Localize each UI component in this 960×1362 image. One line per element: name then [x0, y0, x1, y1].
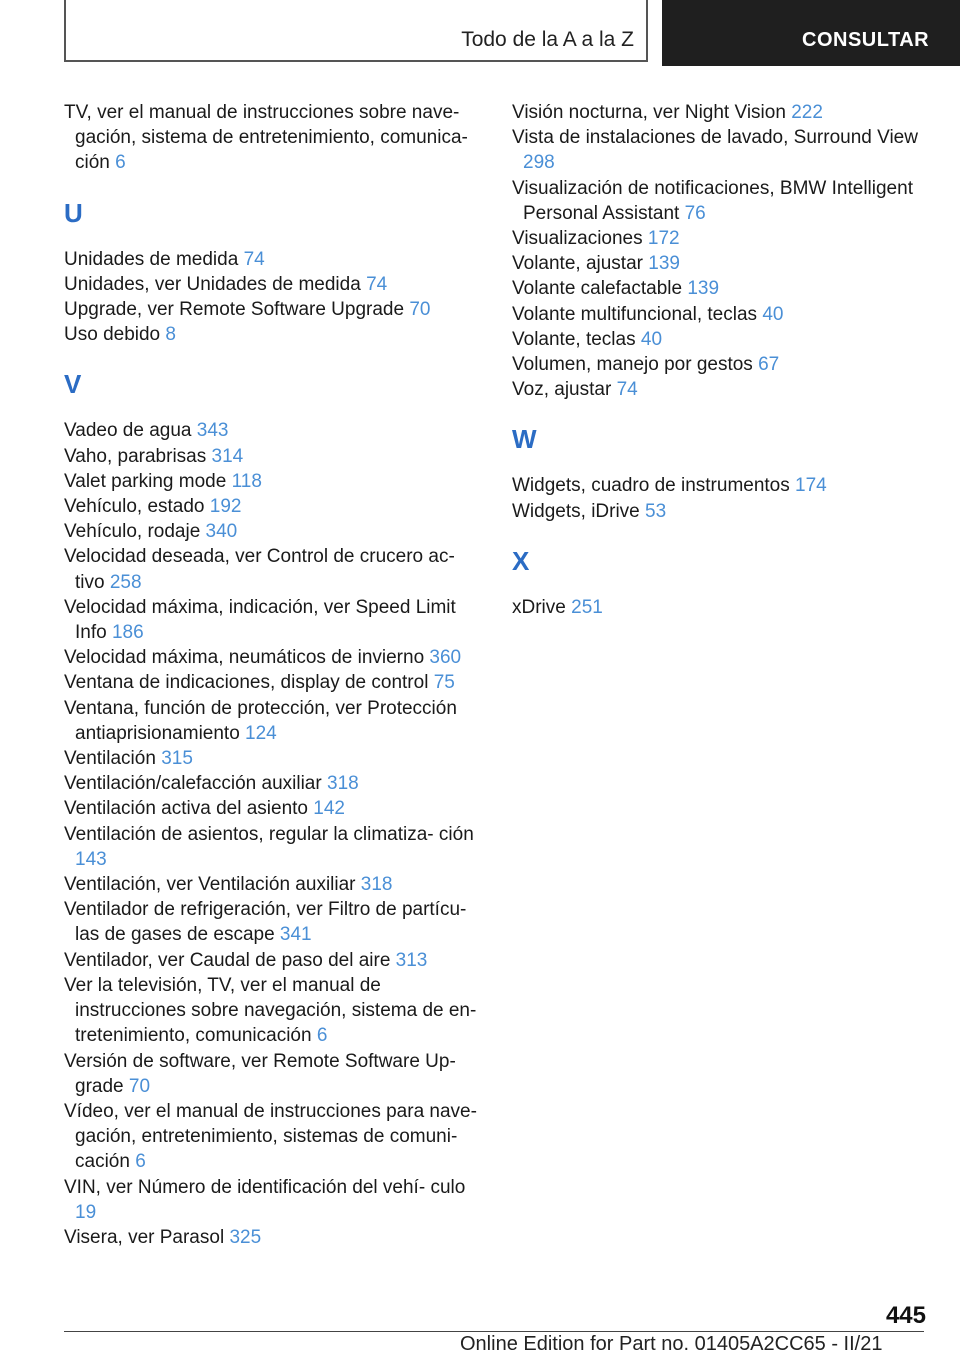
page-reference-link[interactable]: 258 [109, 571, 142, 593]
index-entry [512, 125, 932, 175]
page-reference-link[interactable]: 343 [196, 420, 229, 442]
index-entry [64, 973, 484, 1049]
index-entry [64, 897, 484, 947]
page-reference-link[interactable]: 40 [640, 328, 663, 350]
index-entry-text: Vista de instalaciones de lavado, Surround View [512, 127, 918, 149]
page-reference-link[interactable]: 19 [75, 1201, 97, 1223]
index-entry-text: Widgets, iDrive [512, 500, 640, 522]
page-reference-link[interactable]: 67 [758, 354, 780, 376]
index-entry-text: Volante multifuncional, teclas [512, 303, 758, 325]
page-reference-link[interactable]: 251 [571, 596, 603, 618]
page-reference-link[interactable]: 6 [135, 1151, 146, 1173]
chapter-tab-label: CONSULTAR [802, 29, 930, 51]
index-entry-text: Widgets, cuadro de instrumentos [512, 475, 790, 497]
index-entry-text: Velocidad máxima, indicación, ver Speed Limit Info [64, 596, 456, 644]
index-entry-text: TV, ver el manual de instrucciones sobre nave- gación, sistema de entretenimiento, comunica- ción [64, 102, 468, 174]
index-entry [512, 595, 932, 620]
index-entry-text: Volante, teclas [512, 328, 636, 350]
page-reference-link[interactable]: 341 [279, 924, 312, 946]
page-reference-link[interactable]: 139 [648, 253, 680, 275]
index-entry [64, 645, 484, 670]
index-entry [64, 444, 484, 469]
page-reference-link[interactable]: 318 [360, 874, 393, 896]
index-letter-heading: W [512, 424, 537, 455]
page-reference-link[interactable]: 6 [115, 152, 126, 174]
page-reference-link[interactable]: 74 [243, 248, 265, 270]
index-entry [64, 1225, 484, 1250]
index-entry-text: Ventilación de asientos, regular la climatiza- ción [64, 823, 474, 845]
index-letter-heading: U [64, 197, 83, 228]
page-reference-link[interactable]: 314 [211, 445, 244, 467]
page-reference-link[interactable]: 142 [313, 798, 345, 820]
index-entry [64, 696, 484, 746]
index-entry-text: Visualizaciones [512, 228, 643, 250]
index-entry-text: Valet parking mode [64, 470, 227, 492]
index-entry [64, 297, 484, 322]
index-entry [64, 948, 484, 973]
index-entry-text: Vaho, parabrisas [64, 445, 207, 467]
page-reference-link[interactable]: 8 [165, 324, 176, 346]
page-reference-link[interactable]: 118 [231, 470, 262, 492]
index-entry [64, 1099, 484, 1175]
index-entry [512, 226, 932, 251]
index-entry [64, 1049, 484, 1099]
index-entry [512, 352, 932, 377]
index-entry [64, 519, 484, 544]
page-header [64, 0, 960, 66]
index-entry-text: Vehículo, estado [64, 496, 205, 518]
index-entry-text: Visión nocturna, ver Night Vision [512, 102, 786, 123]
index-entry-text: Velocidad máxima, neumáticos de invierno [64, 647, 425, 669]
index-entry-text: Ventilación, ver Ventilación auxiliar [64, 874, 356, 896]
section-tab-label: Todo de la A a la Z [461, 28, 634, 51]
page-reference-link[interactable]: 40 [762, 303, 784, 325]
index-entry [64, 822, 484, 872]
index-entry [512, 377, 932, 402]
index-column-right [512, 100, 932, 620]
index-entry-text: Vídeo, ver el manual de instrucciones para nave- gación, entretenimiento, sistemas de comuni- cación [64, 1100, 477, 1173]
page-reference-link[interactable]: 174 [795, 475, 827, 497]
footer-divider [64, 1331, 924, 1332]
index-entry-text: Ventana de indicaciones, display de control [64, 672, 429, 694]
index-entry [64, 469, 484, 494]
index-entry-text: Voz, ajustar [512, 379, 612, 401]
index-entry [64, 771, 484, 796]
page-reference-link[interactable]: 70 [128, 1075, 151, 1097]
index-entry-text: Vadeo de agua [64, 420, 192, 442]
index-entry-text: Ventilación/calefacción auxiliar [64, 773, 322, 795]
edition-footer: Online Edition for Part no. 01405A2CC65 - II/21 [460, 1333, 883, 1355]
index-entry [512, 327, 932, 352]
page-reference-link[interactable]: 6 [316, 1025, 328, 1047]
page-reference-link[interactable]: 53 [645, 500, 667, 522]
index-entry-text: Ventilador, ver Caudal de paso del aire [64, 949, 391, 971]
index-entry-text: Volumen, manejo por gestos [512, 354, 753, 376]
index-entry [512, 176, 932, 226]
page-reference-link[interactable]: 143 [75, 848, 107, 870]
page-reference-link[interactable]: 76 [684, 202, 706, 224]
index-entry-text: Ventilación [64, 748, 156, 770]
page-reference-link[interactable]: 313 [395, 949, 428, 971]
index-entry-text: Volante, ajustar [512, 253, 643, 275]
page-reference-link[interactable]: 298 [523, 152, 555, 174]
index-entry-text: Ventilador de refrigeración, ver Filtro de partícu- las de gases de escape [64, 899, 467, 946]
index-entry-text: Upgrade, ver Remote Software Upgrade [64, 299, 405, 321]
index-entry [64, 796, 484, 821]
page-reference-link[interactable]: 139 [687, 278, 720, 300]
index-entry-text: Velocidad deseada, ver Control de crucero ac- tivo [64, 546, 455, 593]
index-entry [64, 1175, 484, 1225]
index-entry [64, 322, 484, 347]
index-entry [64, 418, 484, 443]
index-entry [64, 494, 484, 519]
index-entry [64, 100, 484, 176]
page-reference-link[interactable]: 318 [327, 773, 359, 795]
page-reference-link[interactable]: 70 [409, 299, 431, 321]
page-reference-link[interactable]: 124 [245, 722, 277, 744]
index-entry-text: Visera, ver Parasol [64, 1226, 225, 1248]
index-entry [64, 872, 484, 897]
section-tab[interactable] [64, 0, 648, 62]
index-entry [512, 499, 932, 524]
page-reference-link[interactable]: 192 [209, 496, 242, 518]
index-entry-text: Unidades de medida [64, 248, 239, 270]
index-entry [512, 276, 932, 301]
page-reference-link[interactable]: 325 [229, 1226, 262, 1248]
page-reference-link[interactable]: 172 [647, 228, 680, 250]
page-reference-link[interactable]: 74 [616, 379, 638, 401]
index-entry-text: Versión de software, ver Remote Software Up- grade [64, 1050, 456, 1097]
index-entry [64, 272, 484, 297]
page-reference-link[interactable]: 340 [205, 521, 238, 543]
index-entry [512, 251, 932, 276]
index-entry-text: Vehículo, rodaje [64, 521, 201, 543]
index-letter-heading: V [64, 369, 82, 400]
index-entry [64, 670, 484, 695]
index-entry [64, 544, 484, 594]
index-letter-heading: X [512, 545, 530, 576]
index-column-left [64, 100, 484, 1250]
page-reference-link[interactable]: 74 [366, 273, 388, 295]
index-entry-text: Volante calefactable [512, 278, 683, 300]
index-entry [64, 247, 484, 272]
index-entry-text: Uso debido [64, 324, 161, 346]
index-entry [512, 100, 932, 125]
page-number: 445 [885, 1302, 926, 1329]
index-entry [64, 746, 484, 771]
page-reference-link[interactable]: 360 [429, 647, 462, 669]
index-entry-text: Unidades, ver Unidades de medida [64, 273, 361, 295]
index-entry [512, 302, 932, 327]
page-reference-link[interactable]: 222 [791, 102, 823, 123]
index-entry-text: xDrive [512, 596, 566, 618]
chapter-tab[interactable] [662, 0, 960, 66]
index-entry [512, 473, 932, 498]
index-entry-text: VIN, ver Número de identificación del vehí- culo [64, 1176, 466, 1198]
page-reference-link[interactable]: 186 [111, 622, 144, 644]
index-entry-text: Ver la televisión, TV, ver el manual de instrucciones sobre navegación, sistema de en- tretenimiento, comunicación [64, 974, 477, 1047]
page-reference-link[interactable]: 315 [161, 748, 193, 770]
page-reference-link[interactable]: 75 [433, 672, 455, 694]
index-entry-text: Ventilación activa del asiento [64, 798, 308, 820]
index-entry-text: Ventana, función de protección, ver Protección antiaprisionamiento [64, 697, 457, 744]
index-entry-text: Visualización de notificaciones, BMW Intelligent Personal Assistant [512, 177, 913, 224]
index-entry [64, 595, 484, 645]
